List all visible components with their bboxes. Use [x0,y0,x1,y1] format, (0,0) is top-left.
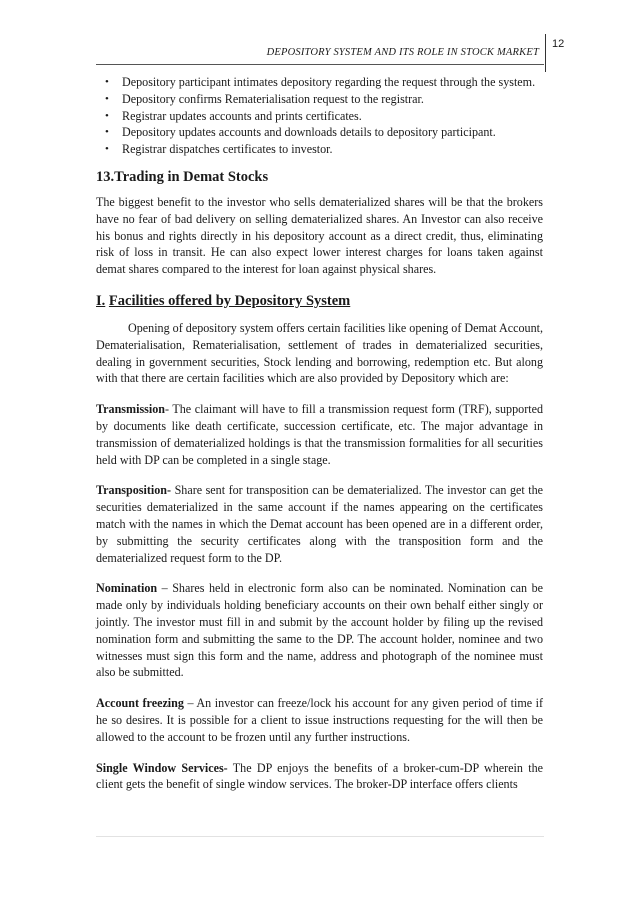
facility-term: Nomination [96,581,158,596]
facility-paragraph [96,401,543,468]
facility-text: The claimant will have to fill a transmission request form (TRF), supported by documents like death certificate, succession certificate, etc. The major advantage in transmission of dematerialized holdings is that the transmission formalities for all securities held with DP can be completed in a single stage. [96,402,543,467]
footer-rule [96,836,544,837]
facility-text: Share sent for transposition can be dematerialized. The investor can get the securities dematerialized in the same account if the names appearing on the certificates match with the names in which the Demat account has been opened are in a different order, by submitting the security certificates along with the transposition form and the dematerialized request form to the DP. [96,483,543,565]
list-item [96,141,543,158]
list-item [96,74,543,91]
header-divider [545,34,546,72]
section-i-heading: Facilities offered by Depository System [108,292,351,309]
section-13-title: 13.Trading in Demat Stocks [96,168,269,185]
list-item-text: Registrar dispatches certificates to investor. [122,142,333,157]
facility-paragraph [96,695,543,745]
facility-paragraph [96,482,543,566]
list-item [96,124,543,141]
list-item-text: Registrar updates accounts and prints certificates. [122,108,362,123]
running-header: DEPOSITORY SYSTEM AND ITS ROLE IN STOCK MARKET [266,47,539,58]
bullet-icon: • [105,143,109,156]
bullet-icon: • [105,92,109,105]
section-i-numeral: I. [96,292,106,309]
facility-separator: – [157,581,173,596]
bullet-icon: • [105,76,109,88]
header-rule [96,64,544,65]
facility-separator: – [183,696,197,711]
list-item [96,108,543,125]
bullet-list [96,74,543,158]
facility-text: An investor can freeze/lock his account for any given period of time if he so desires. It is possible for a client to issue instructions requesting for the will then be allowed to the account to be frozen until any further instructions. [96,696,544,744]
bullet-icon: • [105,109,109,122]
facility-text: The DP enjoys the benefits of a broker-cum-DP wherein the client gets the benefit of single window services. The broker-DP interface offers clients [96,760,544,792]
facility-term: Account freezing [96,696,184,711]
section-i-title [96,292,543,310]
facility-paragraph [96,580,543,681]
facility-paragraph [96,760,543,794]
list-item-text: Depository updates accounts and downloads details to depository participant. [122,125,496,140]
list-item-text: Depository participant intimates depository regarding the request through the system. [122,75,536,89]
list-item [96,91,543,108]
page-body [96,74,543,807]
facility-separator: - [165,402,173,417]
facility-text: Shares held in electronic form also can be nominated. Nomination can be made only by individuals holding beneficiary accounts on their own behalf either singly or jointly. The investor must fill in and submit by the account holder by filing up the revised nomination form and submitting the same to the DP. The account holder, nominee and two witnesses must sign this form and the name, address and photograph of the nominee must also be submitted. [96,581,544,680]
facility-term: Transposition- [96,483,172,498]
section-i-intro: Opening of depository system offers certain facilities like opening of Demat Account, Dematerialisation, Rematerialisation, settlement of trades in dematerialized securities, dealing in government securities, Stock lending and borrowing, redemption etc. But along with that there are certain facilities which are also provided by Depository which are: [96,320,543,386]
facility-term: Single Window Services- [96,760,228,775]
list-item-text: Depository confirms Rematerialisation request to the registrar. [122,91,424,106]
facility-term: Transmission [96,402,165,417]
page-number: 12 [552,38,565,50]
bullet-icon: • [105,126,109,139]
section-13-paragraph: The biggest benefit to the investor who sells dematerialized shares will be that the brokers have no fear of bad delivery on selling dematerialized shares. An Investor can also receive his bonus and rights directly in his depository account as a direct credit, thus, eliminating risk of loss in transit. He can also expect lower interest charges for loans taken against demat shares compared to the interest for loan against physical shares. [96,194,543,277]
